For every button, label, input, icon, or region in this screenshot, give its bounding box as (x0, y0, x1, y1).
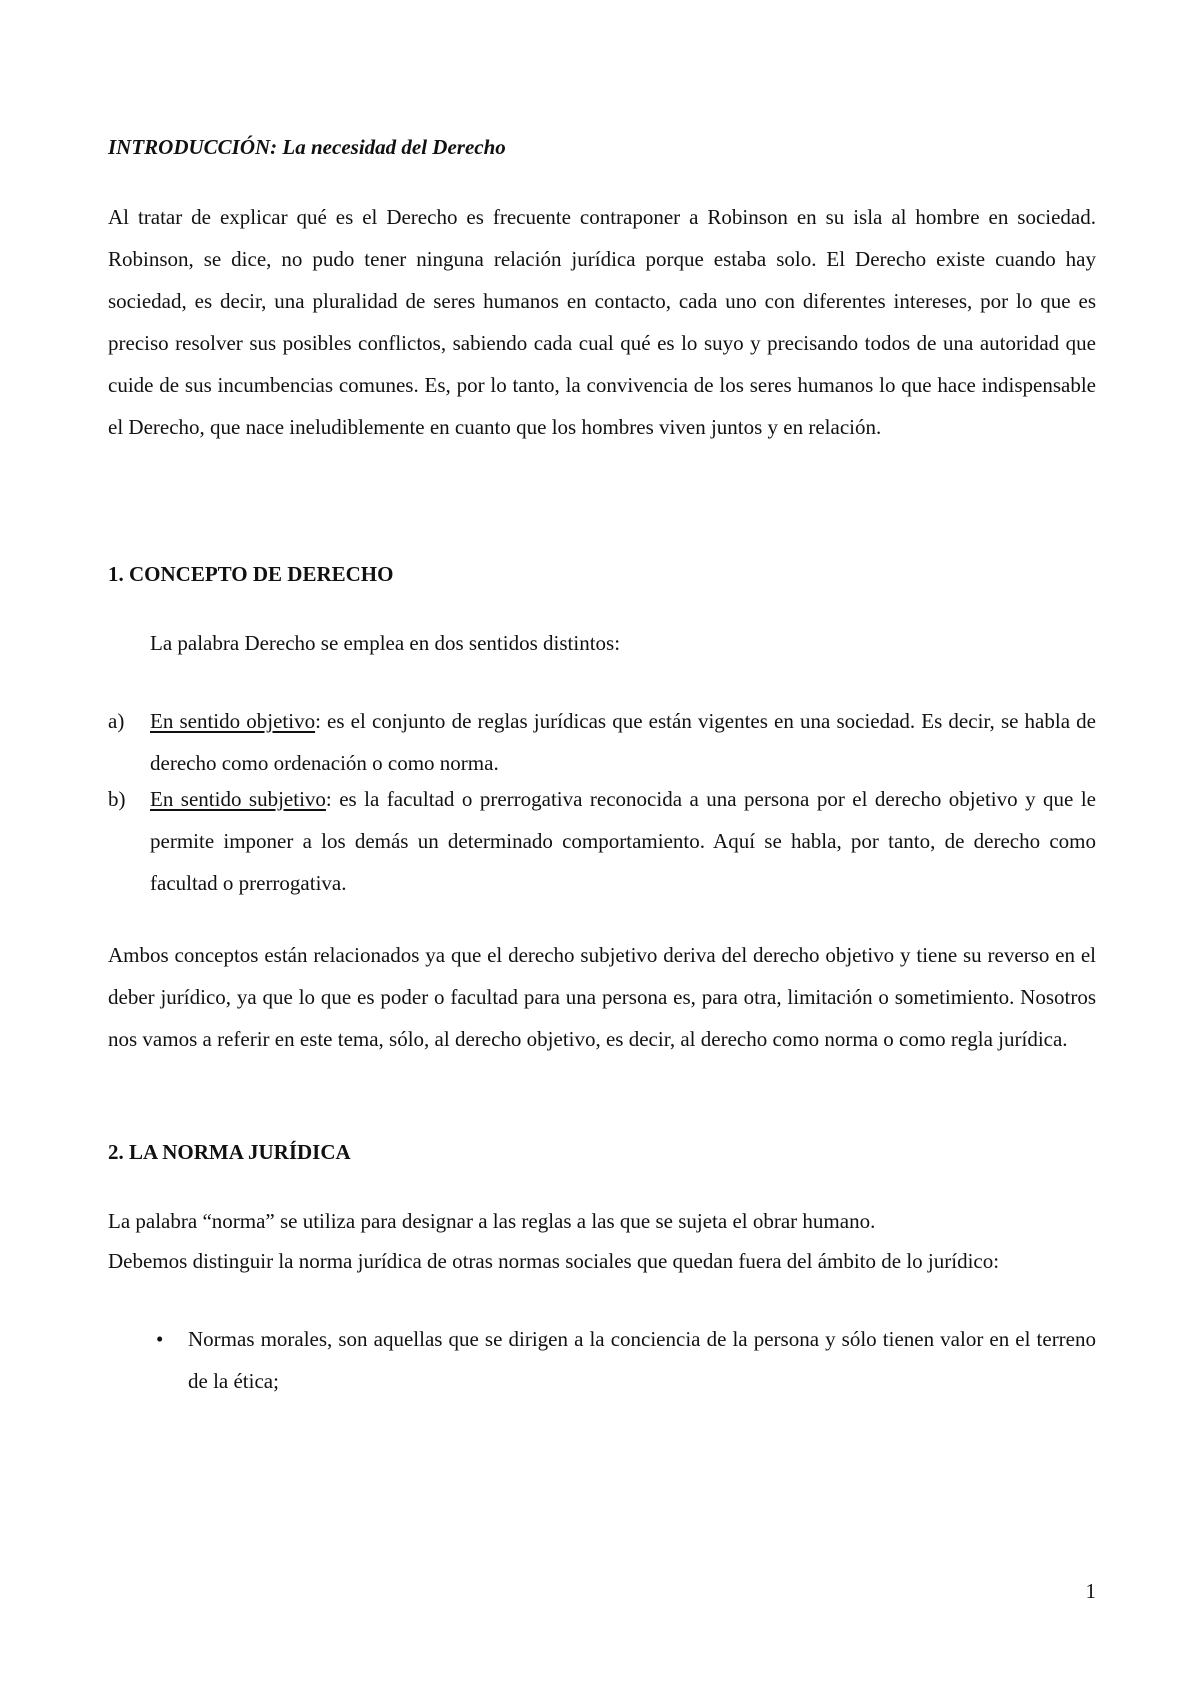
definition-objetivo: : es el conjunto de reglas jurídicas que están vigentes en una sociedad. Es decir, se habla de derecho como ordenación o como norma. (150, 709, 1096, 775)
page-number: 1 (1085, 1579, 1096, 1603)
definition-subjetivo: : es la facultad o prerrogativa reconocida a una persona por el derecho objetivo y que le permite imponer a los demás un determinado comportamiento. Aquí se habla, por tanto, de derecho como facultad o prerrogativa. (150, 787, 1096, 895)
list-marker-b: b) (108, 787, 126, 811)
list-body-b (150, 778, 1096, 904)
section1-closing: Ambos conceptos están relacionados ya que el derecho subjetivo deriva del derecho objetivo y tiene su reverso en el deber jurídico, ya que lo que es poder o facultad para una persona es, para otra, limitación o sometimiento. Nosotros nos vamos a referir en este tema, sólo, al derecho objetivo, es decir, al derecho como norma o como regla jurídica. (108, 943, 1096, 1051)
intro-title: INTRODUCCIÓN: La necesidad del Derecho (108, 135, 506, 159)
intro-paragraph: Al tratar de explicar qué es el Derecho es frecuente contraponer a Robinson en su isla al hombre en sociedad. Robinson, se dice, no pudo tener ninguna relación jurídica porque estaba solo. El Derecho existe cuando hay sociedad, es decir, una pluralidad de seres humanos en contacto, cada uno con diferentes intereses, por lo que es preciso resolver sus posibles conflictos, sabiendo cada cual qué es lo suyo y precisando todos de una autoridad que cuide de sus incumbencias comunes. Es, por lo tanto, la convivencia de los seres humanos lo que hace indispensable el Derecho, que nace ineludiblemente en cuanto que los hombres viven juntos y en relación. (108, 205, 1096, 439)
list-marker-a: a) (108, 709, 125, 733)
section2-line1: La palabra “norma” se utiliza para designar a las reglas a las que se sujeta el obrar humano. (108, 1209, 876, 1233)
section1-heading: 1. CONCEPTO DE DERECHO (108, 562, 394, 586)
list-body-a (150, 700, 1096, 784)
section2-line2: Debemos distinguir la norma jurídica de otras normas sociales que quedan fuera del ámbito de lo jurídico: (108, 1249, 1000, 1273)
term-subjetivo: En sentido subjetivo (150, 787, 326, 811)
section1-lead: La palabra Derecho se emplea en dos sentidos distintos: (150, 631, 621, 655)
bullet-icon: • (156, 1327, 164, 1351)
section2-heading: 2. LA NORMA JURÍDICA (108, 1140, 351, 1164)
term-objetivo: En sentido objetivo (150, 709, 316, 733)
bullet-text-morales: Normas morales, son aquellas que se dirigen a la conciencia de la persona y sólo tienen valor en el terreno de la ética; (188, 1327, 1096, 1393)
